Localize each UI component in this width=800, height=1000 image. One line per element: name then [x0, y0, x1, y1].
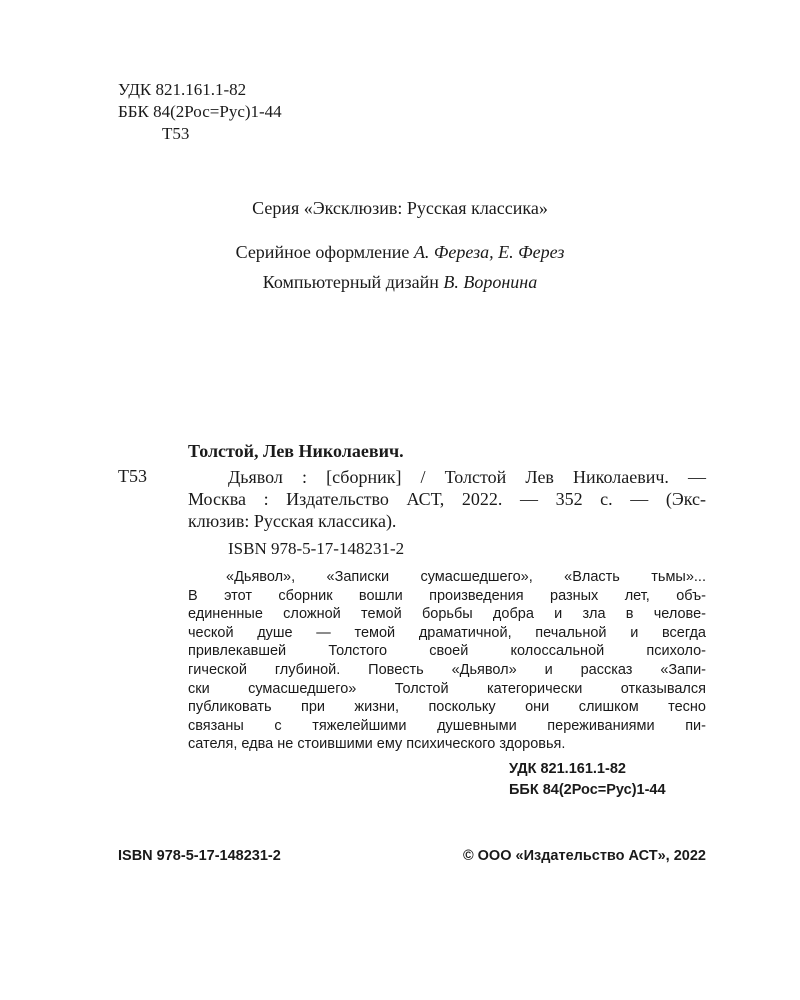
catalog-author: Толстой, Лев Николаевич. — [188, 441, 404, 461]
annotation-line: сателя, едва не стоившими ему психического здоровья. — [188, 736, 566, 753]
bbk-code-top: ББК 84(2Рос=Рус)1-44 — [118, 102, 282, 121]
annotation-line: ческой душе — темой драматичной, печальной и всегда — [188, 624, 706, 641]
computer-design-label: Компьютерный дизайн — [262, 272, 444, 292]
author-mark-top: Т53 — [162, 124, 190, 143]
credits-computer-line — [0, 272, 800, 293]
bibliographic-description — [188, 466, 706, 532]
design-label: Серийное оформление — [235, 242, 414, 262]
annotation-line: ски сумасшедшего» Толстой категорически отказывался — [188, 680, 706, 697]
annotation-line: В этот сборник вошли произведения разных лет, объ- — [188, 587, 706, 604]
annotation-line: публиковать при жизни, поскольку они слишком тесно — [188, 699, 706, 716]
design-names: А. Фереза, Е. Ферез — [413, 242, 565, 262]
udk-code-top: УДК 821.161.1-82 — [118, 80, 247, 99]
bbk-code-bottom: ББК 84(2Рос=Рус)1-44 — [509, 782, 666, 798]
biblio-line: клюзив: Русская классика). — [188, 511, 397, 531]
footer-isbn: ISBN 978-5-17-148231-2 — [118, 848, 281, 864]
annotation-line: «Дьявол», «Записки сумасшедшего», «Власть тьмы»... — [226, 569, 706, 585]
annotation-line: связаны с тяжелейшими душевными переживаниями пи- — [188, 717, 706, 734]
credits-design-line — [0, 242, 800, 263]
biblio-line: Москва : Издательство АСТ, 2022. — 352 с. — (Экс- — [188, 489, 706, 509]
series-title: Серия «Эксклюзив: Русская классика» — [252, 198, 548, 218]
computer-design-name: В. Воронина — [443, 272, 538, 292]
biblio-line: Дьявол : [сборник] / Толстой Лев Николаевич. — — [228, 467, 706, 487]
annotation-line: единенные сложной темой борьбы добра и зла в челове- — [188, 606, 706, 623]
catalog-code: Т53 — [118, 466, 147, 486]
udk-code-bottom: УДК 821.161.1-82 — [509, 761, 626, 777]
annotation — [188, 568, 706, 754]
catalog-isbn: ISBN 978-5-17-148231-2 — [228, 539, 405, 558]
footer-copyright: © ООО «Издательство АСТ», 2022 — [462, 848, 706, 864]
annotation-line: привлекавшей Толстого своей колоссальной психоло- — [188, 643, 706, 660]
annotation-line: гической глубиной. Повесть «Дьявол» и рассказ «Запи- — [188, 661, 706, 678]
